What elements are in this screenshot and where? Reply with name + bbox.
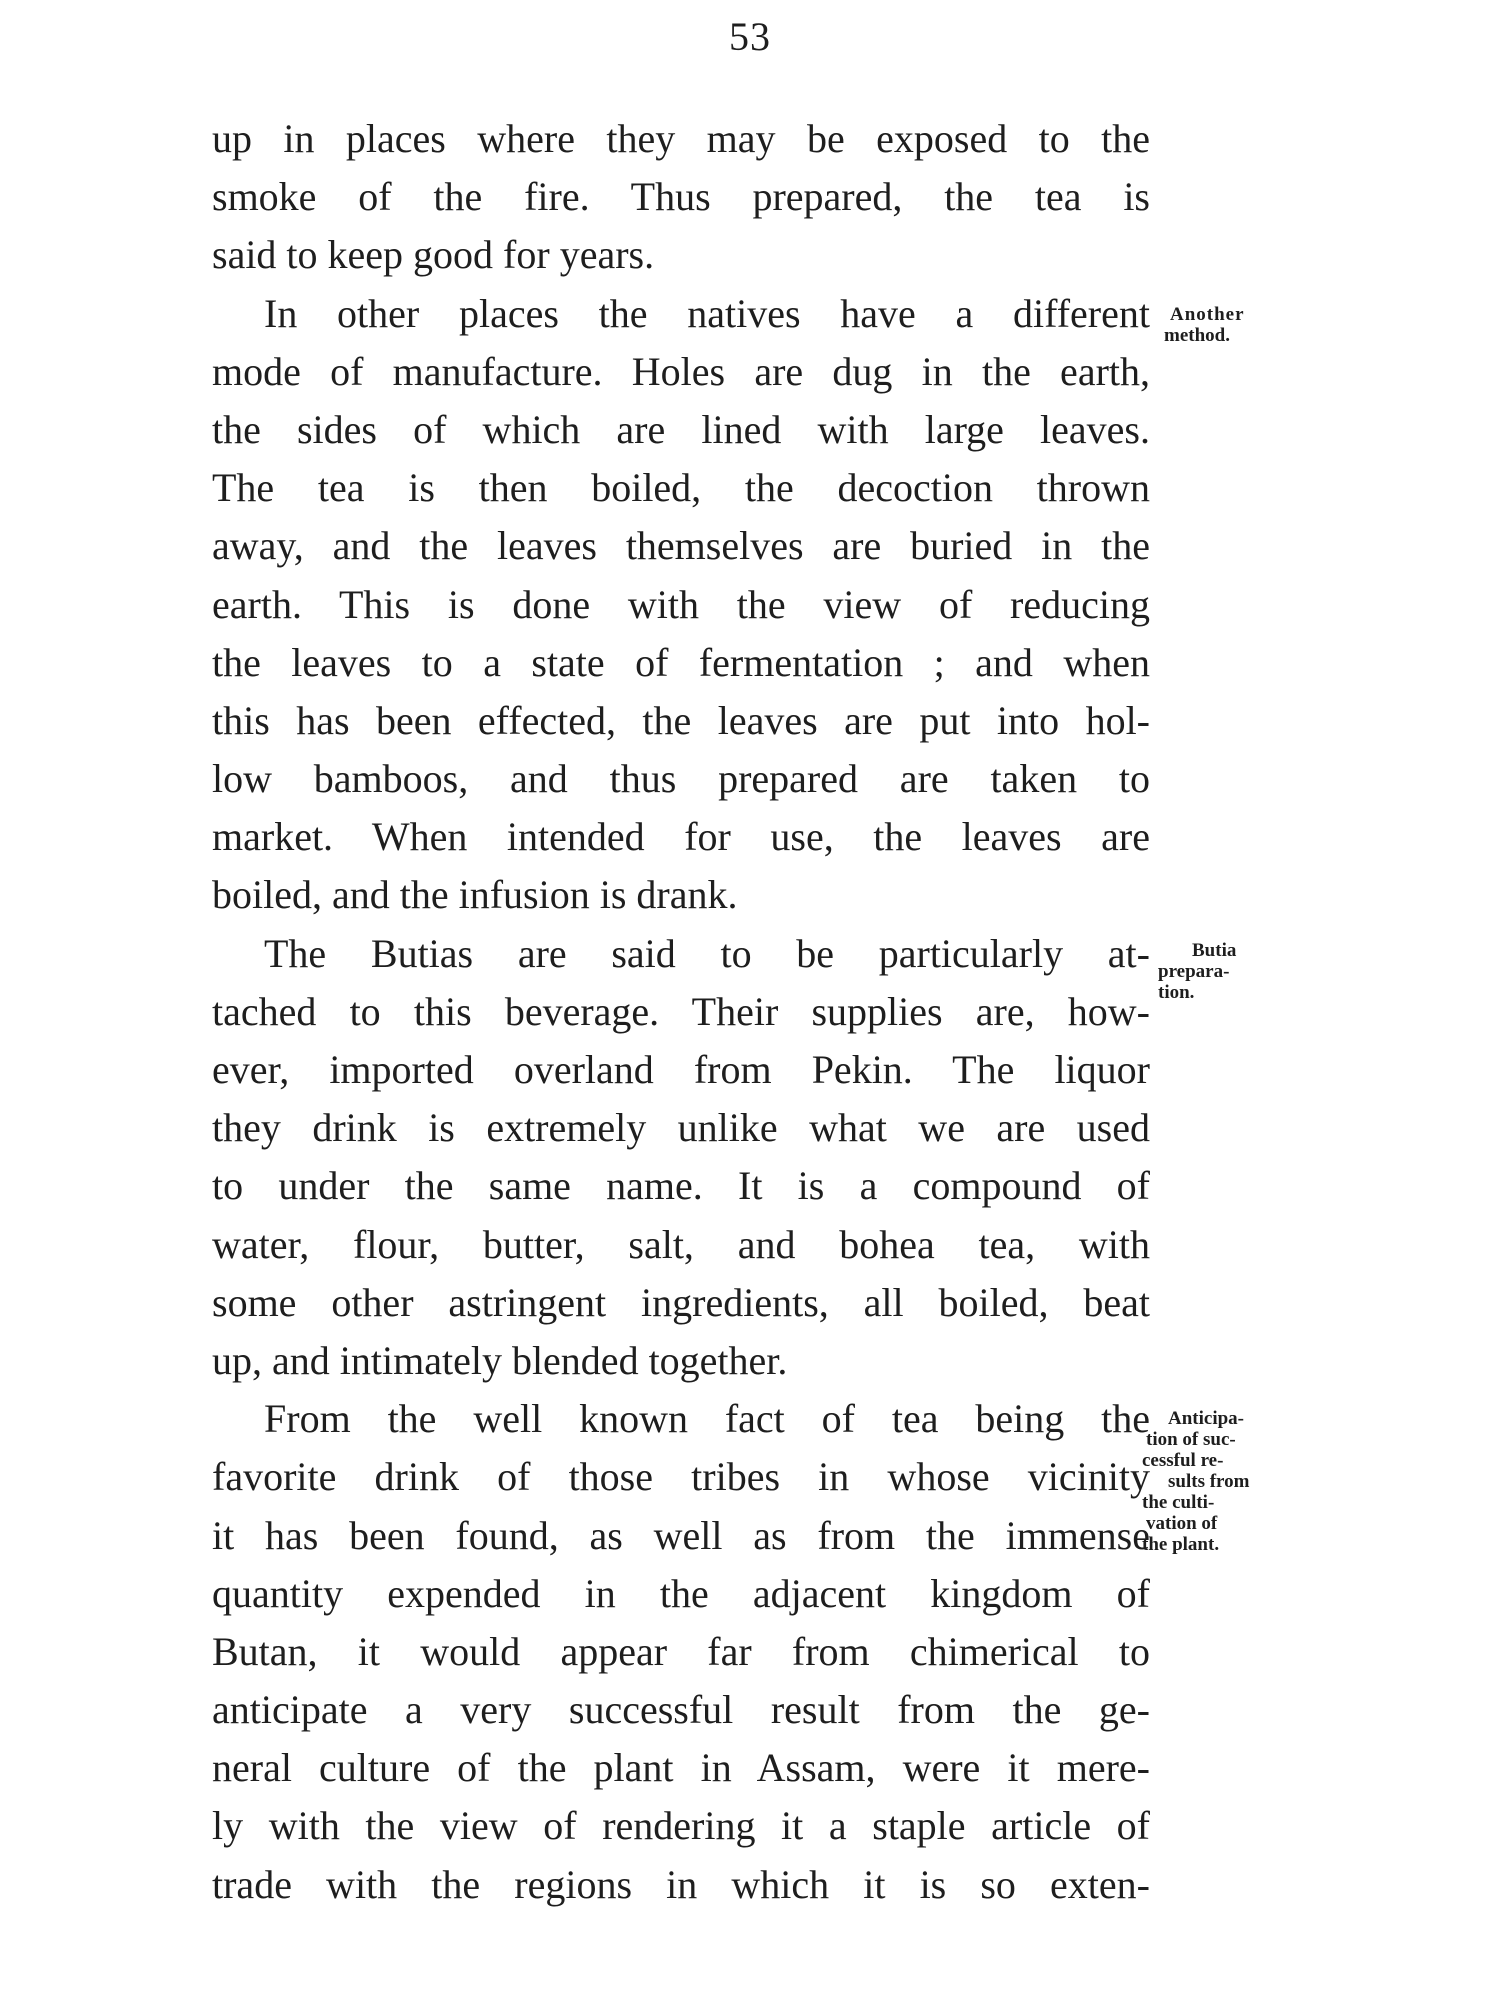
margin-note-line: Another: [1170, 304, 1245, 325]
body-text: [212, 110, 1150, 1914]
text-line: it has been found, as well as from the immense: [212, 1512, 1150, 1558]
margin-note-line: cessful re-: [1142, 1450, 1224, 1471]
text-line: up in places where they may be exposed to the: [212, 116, 1150, 161]
text-line: mode of manufacture. Holes are dug in the earth,: [212, 348, 1150, 394]
text-line: smoke of the fire. Thus prepared, the tea is: [212, 174, 1150, 220]
text-line: market. When intended for use, the leaves are: [212, 814, 1150, 860]
text-line: away, and the leaves themselves are buried in the: [212, 523, 1150, 569]
text-line: tached to this beverage. Their supplies are, how-: [212, 988, 1150, 1034]
paragraph-3: [212, 925, 1150, 1391]
text-line: to under the same name. It is a compound of: [212, 1163, 1150, 1209]
margin-note-line: prepara-: [1158, 961, 1230, 982]
margin-note-line: sults from: [1168, 1471, 1250, 1492]
margin-note-line: Butia: [1192, 940, 1237, 961]
text-line: the sides of which are lined with large leaves.: [212, 406, 1150, 452]
text-line: up, and intimately blended together.: [212, 1337, 788, 1383]
margin-note-line: tion.: [1158, 982, 1195, 1003]
text-line: neral culture of the plant in Assam, were it mere-: [212, 1745, 1150, 1791]
margin-note-line: the culti-: [1142, 1492, 1215, 1513]
margin-note-another-method: [1164, 304, 1310, 346]
margin-note-butia-preparation: [1158, 940, 1288, 1003]
text-line: From the well known fact of tea being the: [264, 1396, 1150, 1442]
text-line: Butan, it would appear far from chimerical to: [212, 1628, 1150, 1674]
paragraph-1: [212, 110, 1150, 285]
text-line: this has been effected, the leaves are put into hol-: [212, 697, 1150, 743]
margin-note-line: tion of suc-: [1146, 1429, 1236, 1450]
text-line: water, flour, butter, salt, and bohea tea, with: [212, 1221, 1150, 1267]
margin-note-line: vation of: [1146, 1513, 1218, 1534]
text-line: In other places the natives have a different: [264, 290, 1150, 336]
text-line: ever, imported overland from Pekin. The liquor: [212, 1047, 1150, 1092]
margin-note-line: the plant.: [1142, 1534, 1220, 1555]
text-line: boiled, and the infusion is drank.: [212, 872, 738, 918]
margin-note-anticipation: [1142, 1408, 1302, 1555]
text-line: anticipate a very successful result from the ge-: [212, 1687, 1150, 1733]
text-line: they drink is extremely unlike what we are used: [212, 1105, 1150, 1151]
text-line: trade with the regions in which it is so exten-: [212, 1861, 1150, 1907]
text-line: low bamboos, and thus prepared are taken to: [212, 756, 1150, 802]
text-line: The Butias are said to be particularly at-: [264, 930, 1150, 976]
text-line: said to keep good for years.: [212, 232, 655, 278]
text-line: quantity expended in the adjacent kingdom of: [212, 1570, 1150, 1616]
margin-note-line: method.: [1164, 325, 1230, 346]
text-line: The tea is then boiled, the decoction thrown: [212, 465, 1150, 511]
paragraph-4: [212, 1390, 1150, 1914]
text-line: earth. This is done with the view of reducing: [212, 581, 1150, 627]
text-line: some other astringent ingredients, all boiled, beat: [212, 1279, 1150, 1325]
text-line: ly with the view of rendering it a staple article of: [212, 1803, 1150, 1849]
text-line: favorite drink of those tribes in whose vicinity: [212, 1454, 1150, 1500]
text-line: the leaves to a state of fermentation ; and when: [212, 639, 1150, 685]
margin-note-line: Anticipa-: [1168, 1408, 1244, 1429]
paragraph-2: [212, 285, 1150, 925]
page-number: 53: [729, 14, 771, 59]
